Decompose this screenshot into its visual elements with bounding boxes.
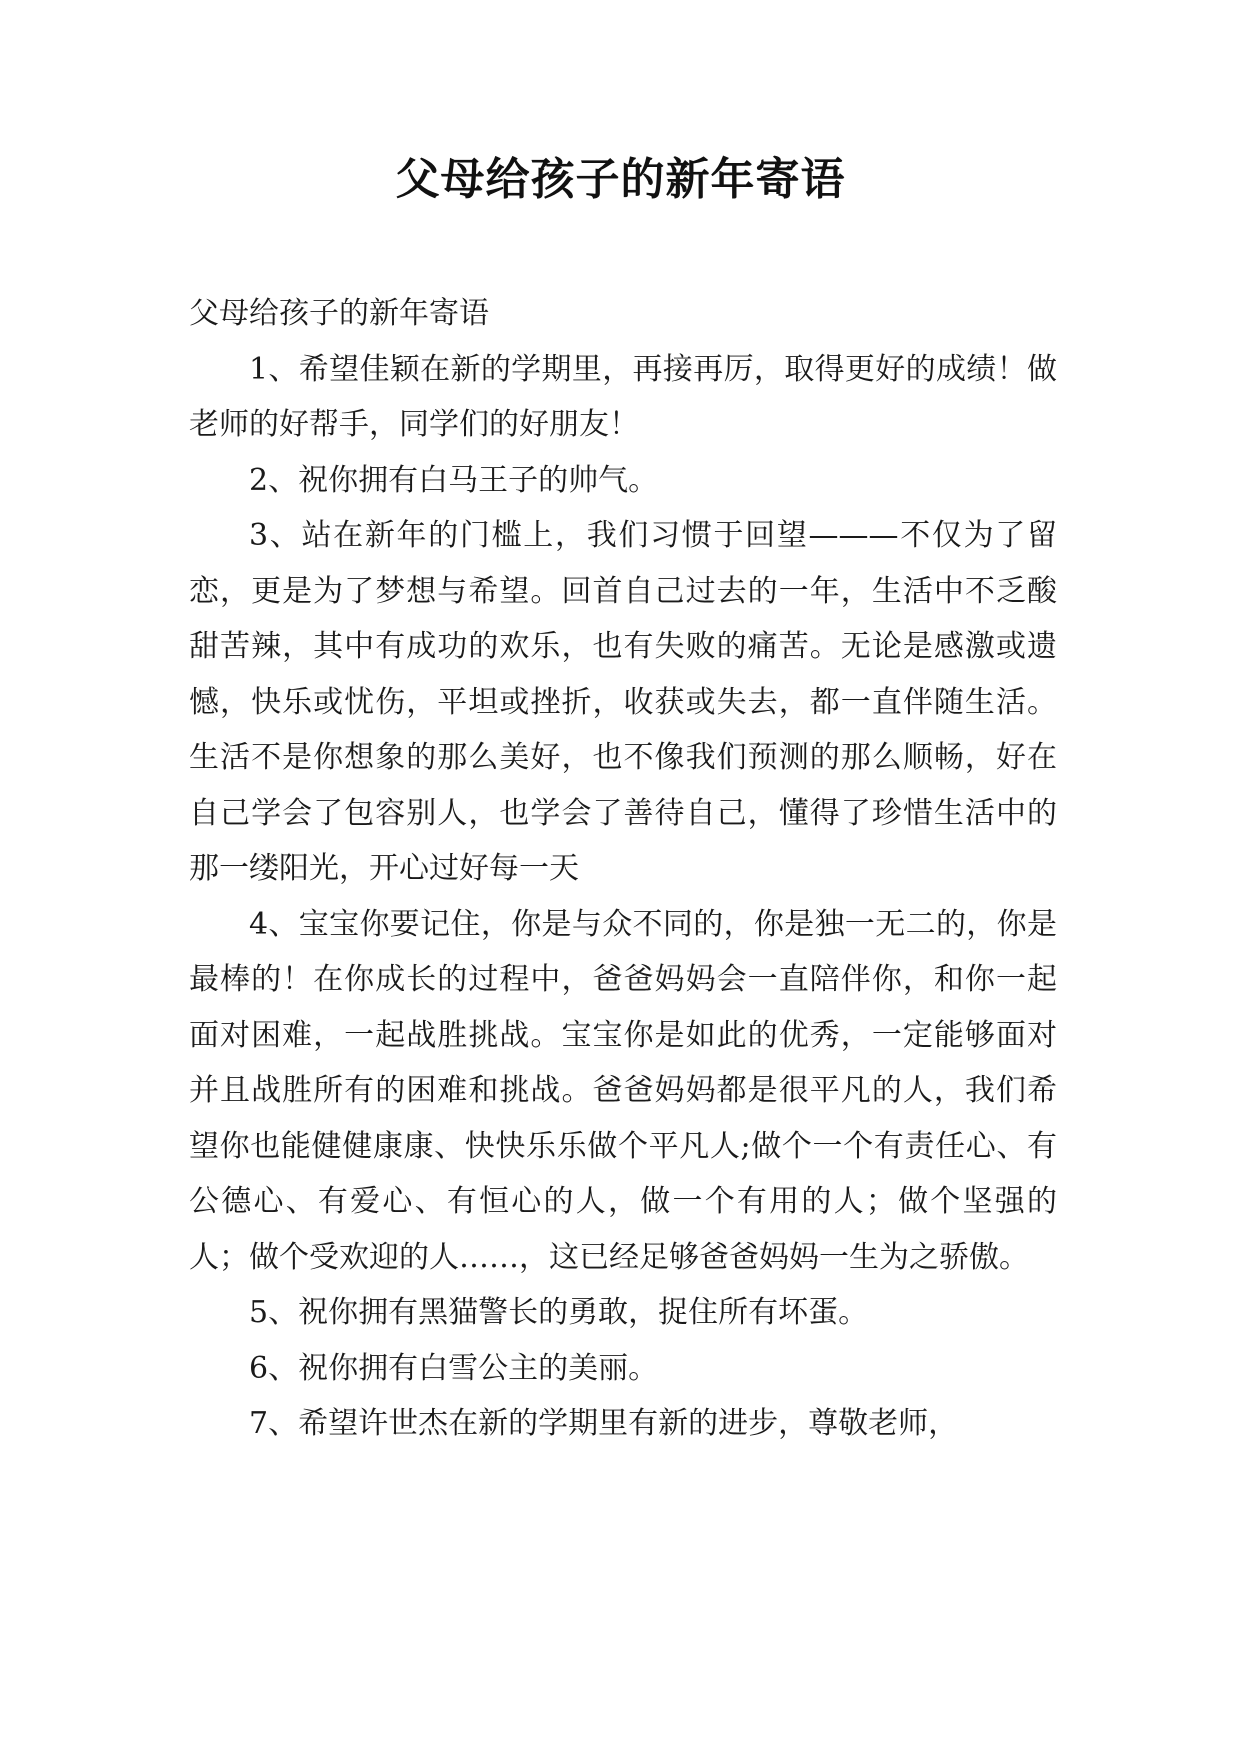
document-body bbox=[189, 286, 1057, 1452]
paragraph-4: 4、宝宝你要记住，你是与众不同的，你是独一无二的，你是最棒的！在你成长的过程中，爸爸妈妈会一直陪伴你，和你一起面对困难，一起战胜挑战。宝宝你是如此的优秀，一定能够面对并且战胜所有的困难和挑战。爸爸妈妈都是很平凡的人，我们希望你也能健健康康、快快乐乐做个平凡人;做个一个有责任心、有公德心、有爱心、有恒心的人，做一个有用的人；做个坚强的人；做个受欢迎的人……，这已经足够爸爸妈妈一生为之骄傲。 bbox=[189, 906, 1057, 1275]
document-title: 父母给孩子的新年寄语 bbox=[395, 154, 846, 205]
paragraph-7: 7、希望许世杰在新的学期里有新的进步，尊敬老师， bbox=[249, 1406, 959, 1441]
document-subtitle: 父母给孩子的新年寄语 bbox=[189, 296, 489, 331]
paragraph-1: 1、希望佳颖在新的学期里，再接再厉，取得更好的成绩！做老师的好帮手，同学们的好朋友！ bbox=[189, 351, 1057, 442]
paragraph-3: 3、站在新年的门槛上，我们习惯于回望———不仅为了留恋，更是为了梦想与希望。回首自己过去的一年，生活中不乏酸甜苦辣，其中有成功的欢乐，也有失败的痛苦。无论是感激或遗憾，快乐或忧伤，平坦或挫折，收获或失去，都一直伴随生活。生活不是你想象的那么美好，也不像我们预测的那么顺畅，好在自己学会了包容别人，也学会了善待自己，懂得了珍惜生活中的那一缕阳光，开心过好每一天 bbox=[189, 518, 1057, 886]
paragraph-5: 5、祝你拥有黑猫警长的勇敢，捉住所有坏蛋。 bbox=[249, 1295, 869, 1330]
paragraph-2: 2、祝你拥有白马王子的帅气。 bbox=[249, 462, 659, 498]
paragraph-6: 6、祝你拥有白雪公主的美丽。 bbox=[249, 1350, 659, 1386]
